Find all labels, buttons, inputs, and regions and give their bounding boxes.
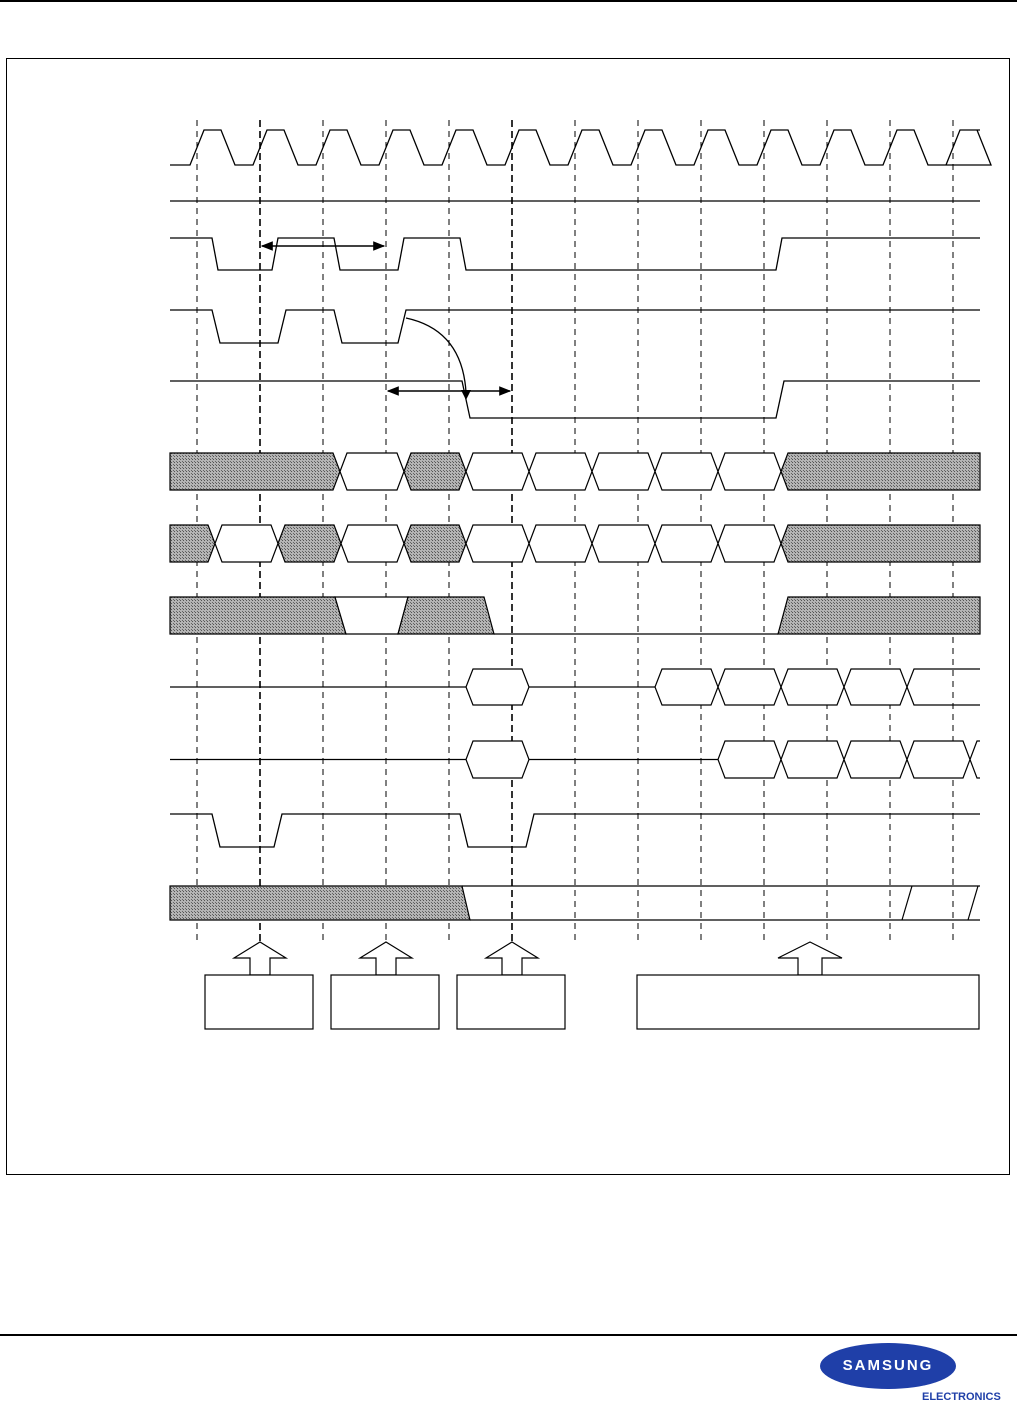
callout-box-2 bbox=[331, 975, 439, 1029]
bus-row-8-seg-3 bbox=[398, 597, 494, 634]
bus-row-10-data-4 bbox=[907, 741, 970, 778]
bus-row-7-cell-5 bbox=[466, 525, 529, 562]
bus-row-10-data-0 bbox=[466, 741, 529, 778]
bus-row-6-cell-0 bbox=[170, 453, 340, 490]
bus-row-10-data-2 bbox=[781, 741, 844, 778]
bus-row-7-cell-10 bbox=[781, 525, 980, 562]
bus-row-7-cell-8 bbox=[655, 525, 718, 562]
bus-row-7-cell-2 bbox=[278, 525, 341, 562]
bus-row-6-cell-5 bbox=[592, 453, 655, 490]
signal-row-4 bbox=[170, 310, 980, 343]
bus-row-10-data-1 bbox=[718, 741, 781, 778]
bus-row-7-cell-7 bbox=[592, 525, 655, 562]
bus-row-9-data-0 bbox=[466, 669, 529, 705]
bus-row-6-cell-2 bbox=[404, 453, 466, 490]
logo-brand: SAMSUNG bbox=[842, 1357, 934, 1374]
callout-box-1 bbox=[205, 975, 313, 1029]
callout-box-4 bbox=[637, 975, 979, 1029]
callout-arrow-4 bbox=[778, 942, 842, 975]
bus-row-9-data-3 bbox=[781, 669, 844, 705]
bus-row-7-cell-6 bbox=[529, 525, 592, 562]
bus-row-9-data-1 bbox=[655, 669, 718, 705]
curve-arrowhead bbox=[461, 390, 471, 400]
callout-arrow-3 bbox=[486, 942, 538, 975]
bus-row-7-cell-1 bbox=[215, 525, 278, 562]
samsung-logo bbox=[818, 1343, 1001, 1403]
bus-row-9-tail bbox=[907, 669, 980, 705]
bus-row-8-seg-4 bbox=[778, 597, 980, 634]
bus-row-6-cell-8 bbox=[781, 453, 980, 490]
bus-row-10-tail bbox=[970, 741, 980, 778]
bus-row-7-cell-0 bbox=[170, 525, 215, 562]
bus-row-9-data-4 bbox=[844, 669, 907, 705]
bus-row-7-cell-3 bbox=[341, 525, 404, 562]
callout-box-3 bbox=[457, 975, 565, 1029]
bus-row-10-data-3 bbox=[844, 741, 907, 778]
bus-row-7-cell-4 bbox=[404, 525, 466, 562]
callout-arrow-1 bbox=[234, 942, 286, 975]
footer-rule bbox=[0, 1334, 1017, 1336]
bus-row-6-cell-7 bbox=[718, 453, 781, 490]
bus-row-6-cell-3 bbox=[466, 453, 529, 490]
bus-row-6 bbox=[170, 453, 980, 490]
bus-row-7 bbox=[170, 525, 980, 562]
logo-sub: ELECTRONICS bbox=[922, 1391, 1001, 1403]
callout-arrow-2 bbox=[360, 942, 412, 975]
clock-waveform bbox=[170, 130, 991, 165]
bus-row-7-cell-9 bbox=[718, 525, 781, 562]
bus-row-9-data-2 bbox=[718, 669, 781, 705]
callouts bbox=[205, 942, 979, 1029]
bus-row-8-seg-2 bbox=[335, 597, 408, 634]
bus-row-6-cell-1 bbox=[340, 453, 404, 490]
bus-row-6-cell-6 bbox=[655, 453, 718, 490]
bus-row-6-cell-4 bbox=[529, 453, 592, 490]
bus-row-8-seg-1 bbox=[170, 597, 346, 634]
